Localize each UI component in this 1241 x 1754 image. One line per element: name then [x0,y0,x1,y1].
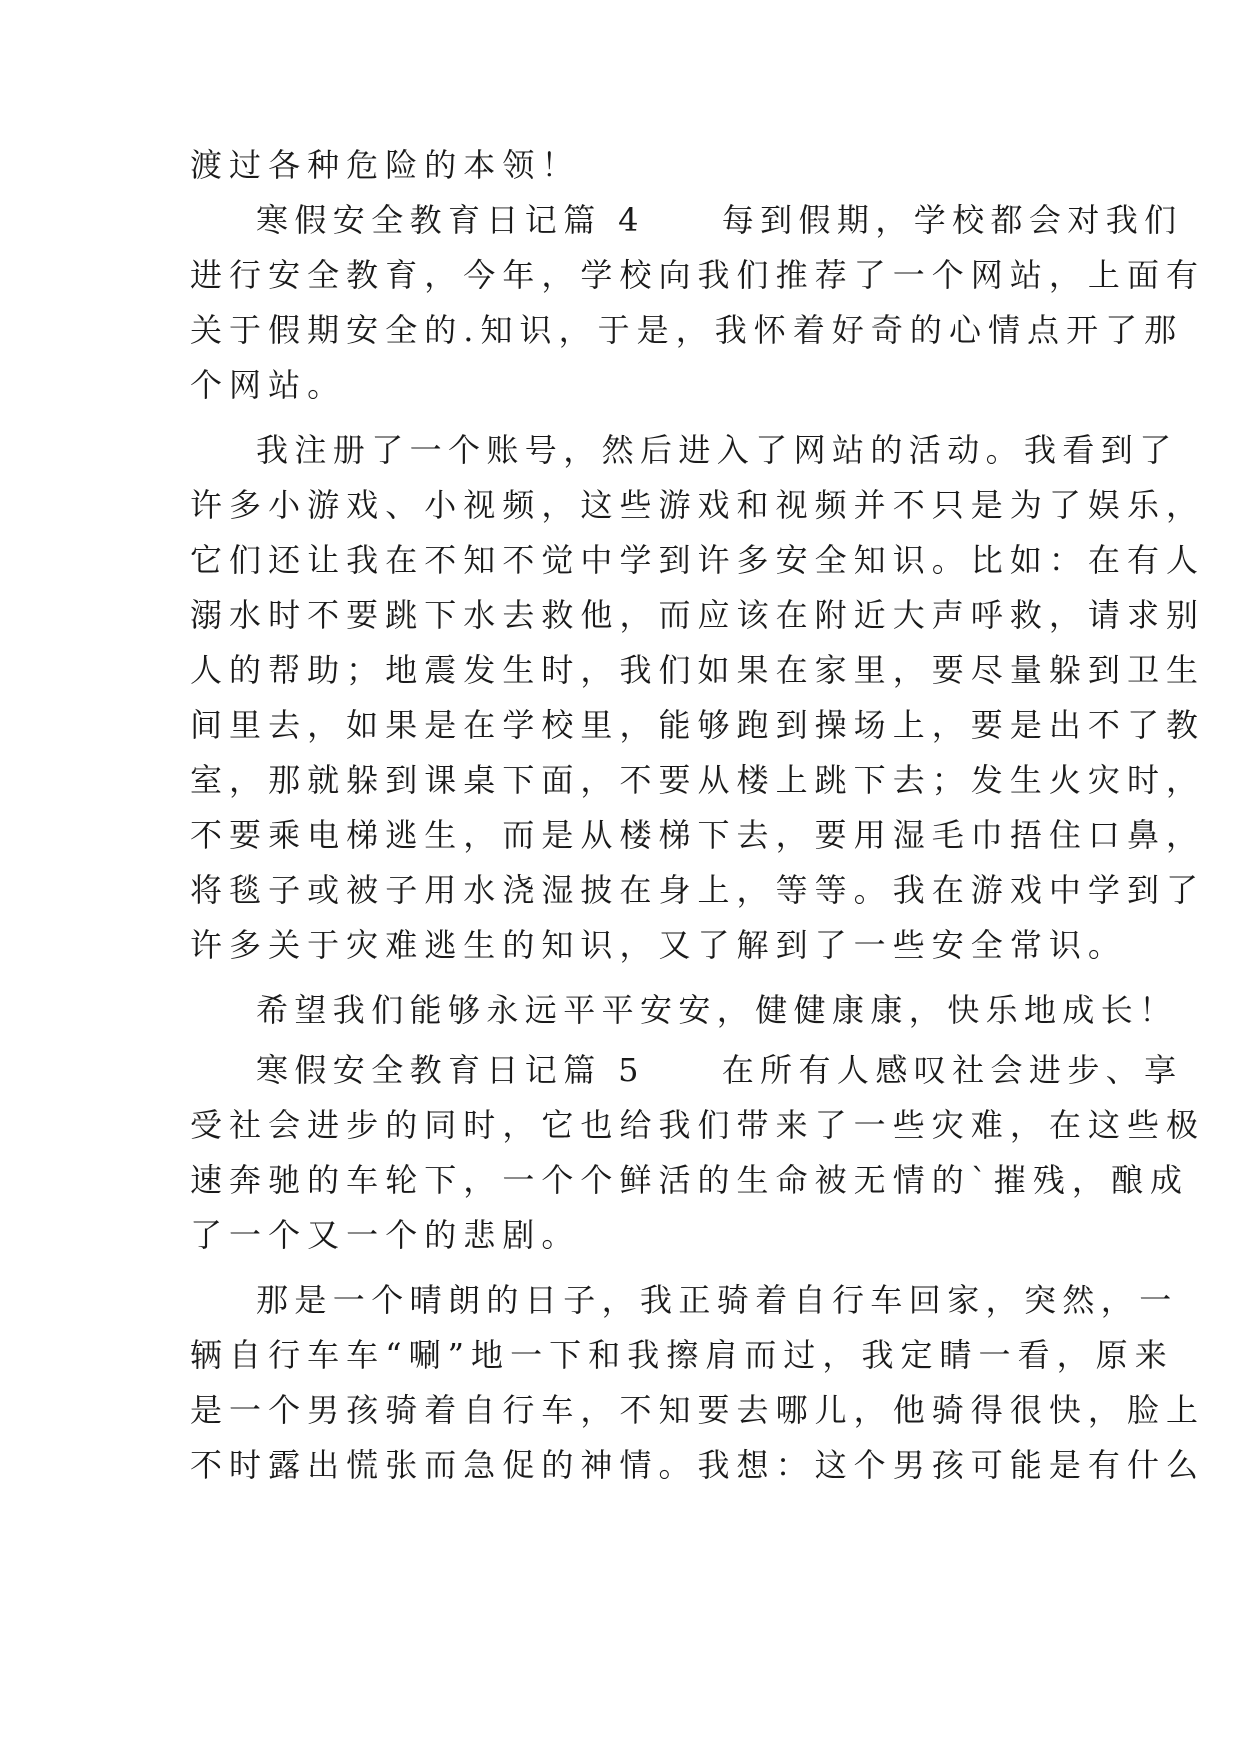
text-line: 希望我们能够永远平平安安，健健康康，快乐地成长！ [256,991,1178,1029]
text-line: 它们还让我在不知不觉中学到许多安全知识。比如：在有人 [190,541,1206,579]
text-line: 是一个男孩骑着自行车，不知要去哪儿，他骑得很快，脸上 [190,1391,1206,1429]
text-line: 溺水时不要跳下水去救他，而应该在附近大声呼救，请求别 [190,596,1206,634]
text-line: 不要乘电梯逃生，而是从楼梯下去，要用湿毛巾捂住口鼻， [190,816,1206,854]
text-line: 个网站。 [190,366,347,404]
text-line: 不时露出慌张而急促的神情。我想：这个男孩可能是有什么 [190,1446,1206,1484]
text-line: 速奔驰的车轮下，一个个鲜活的生命被无情的`摧残，酿成 [190,1161,1190,1199]
text-line: 那是一个晴朗的日子，我正骑着自行车回家，突然，一 [256,1281,1178,1319]
text-line: 寒假安全教育日记篇 5 在所有人感叹社会进步、享 [256,1051,1183,1089]
text-line: 了一个又一个的悲剧。 [190,1216,581,1254]
text-line: 进行安全教育，今年，学校向我们推荐了一个网站，上面有 [190,256,1206,294]
text-line: 将毯子或被子用水浇湿披在身上，等等。我在游戏中学到了 [190,871,1206,909]
text-line: 间里去，如果是在学校里，能够跑到操场上，要是出不了教 [190,706,1206,744]
text-line: 人的帮助；地震发生时，我们如果在家里，要尽量躲到卫生 [190,651,1206,689]
text-line: 关于假期安全的.知识，于是，我怀着好奇的心情点开了那 [190,311,1184,349]
text-line: 我注册了一个账号，然后进入了网站的活动。我看到了 [256,431,1178,469]
text-line: 许多关于灾难逃生的知识，又了解到了一些安全常识。 [190,926,1127,964]
text-line: 许多小游戏、小视频，这些游戏和视频并不只是为了娱乐， [190,486,1206,524]
text-line: 寒假安全教育日记篇 4 每到假期，学校都会对我们 [256,201,1183,239]
text-line: 辆自行车车“唰”地一下和我擦肩而过，我定睛一看，原来 [190,1336,1174,1374]
text-line: 受社会进步的同时，它也给我们带来了一些灾难，在这些极 [190,1106,1206,1144]
text-line: 渡过各种危险的本领！ [190,146,581,184]
text-line: 室，那就躲到课桌下面，不要从楼上跳下去；发生火灾时， [190,761,1206,799]
